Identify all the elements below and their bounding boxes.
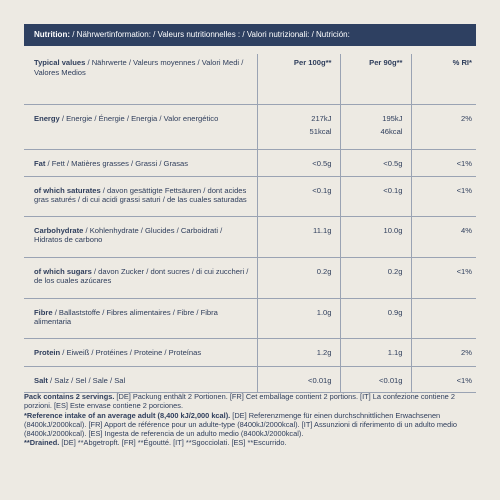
table-row: Fibre / Ballaststoffe / Fibres alimentaires / Fibre / Fibra alimentaria 1.0g 0.9g — [24, 298, 476, 338]
nutrition-header — [24, 24, 476, 46]
typical-values-header: Typical values / Nährwerte / Valeurs moyennes / Valori Medi / Valores Medios — [24, 54, 257, 104]
reference-intake-note: *Reference intake of an average adult (8,400 kJ/2,000 kcal). [DE] Referenzmenge für einen durchschnittlichen Erwachsenen (8400kJ/2000kcal). [FR] Apport de référence pour un adulte-type (8400kJ/2000kcal). [IT] Assunzioni di riferimento di un adulto medio (8400kJ/2000kcal). [ES] Ingesta de referencia de un adulto medio (8400kJ/2000kcal). — [24, 410, 458, 439]
drained-note: **Drained. [DE] **Abgetropft. [FR] **Égoutté. [IT] **Sgocciolati. [ES] **Escurrido. — [24, 438, 287, 448]
table-row: of which saturates / davon gesättigte Fettsäuren / dont acides gras saturés / di cui acidi grassi saturi / de las cuales saturadas <0.1g <0.1g <1% — [24, 176, 476, 216]
table-row: of which sugars / davon Zucker / dont sucres / di cui zuccheri / de los cuales azúcares 0.2g 0.2g <1% — [24, 257, 476, 298]
table-row: Salt / Salz / Sel / Sale / Sal <0.01g <0.01g <1% — [24, 366, 476, 392]
table-header-row — [24, 54, 476, 104]
table-row: Carbohydrate / Kohlenhydrate / Glucides / Carboidrati / Hidratos de carbono 11.1g 10.0g 4% — [24, 216, 476, 257]
table-row: Energy / Energie / Énergie / Energia / Valor energético 217kJ 51kcal 195kJ 46kcal 2% — [24, 104, 476, 149]
nutrition-table — [24, 54, 476, 393]
header-title: Nutrition: — [34, 30, 70, 39]
servings-note: Pack contains 2 servings. [DE] Packung enthält 2 Portionen. [FR] Cet emballage contient 2 portions. [IT] La confezione contiene 2 porzioni. [ES] Este envase contiene 2 porciones. — [24, 392, 455, 411]
per-100g-header: Per 100g** — [257, 54, 340, 104]
table-row: Protein / Eiweiß / Protéines / Proteine / Proteínas 1.2g 1.1g 2% — [24, 338, 476, 366]
footnotes — [24, 392, 476, 448]
ri-header: % RI* — [411, 54, 476, 104]
header-translations: / Nährwertinformation: / Valeurs nutritionnelles : / Valori nutrizionali: / Nutrición: — [70, 30, 350, 39]
table-row: Fat / Fett / Matières grasses / Grassi / Grasas <0.5g <0.5g <1% — [24, 149, 476, 176]
per-90g-header: Per 90g** — [340, 54, 411, 104]
nutrition-panel — [24, 24, 476, 393]
